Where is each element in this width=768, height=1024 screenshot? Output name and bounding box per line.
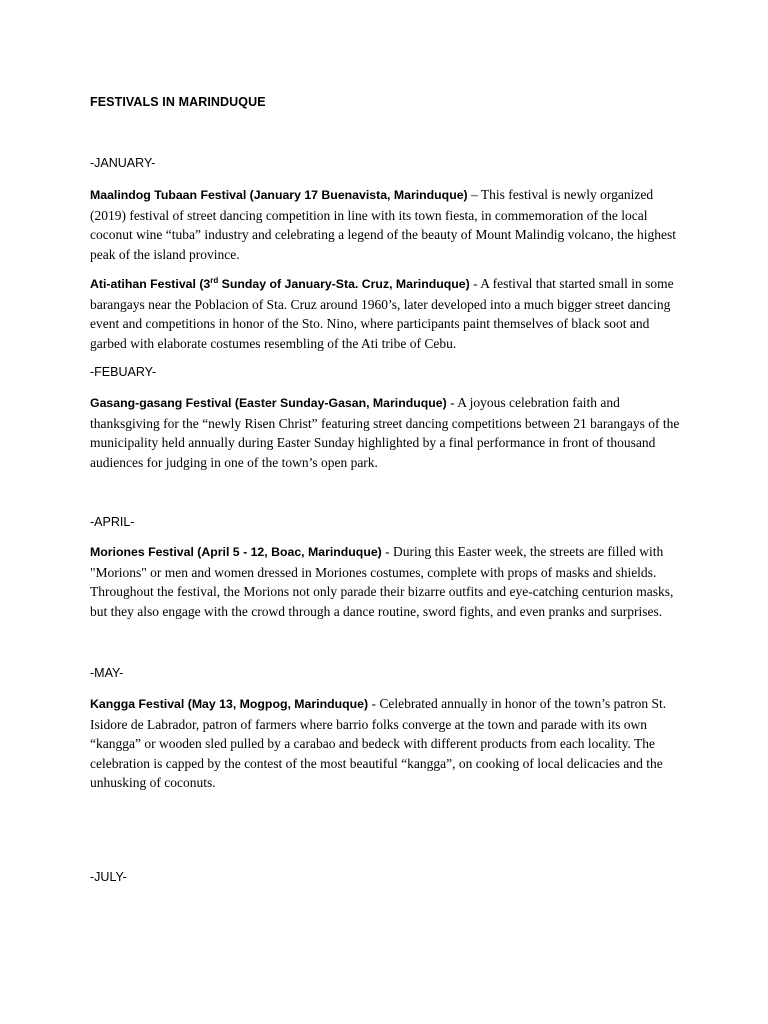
month-heading-april: -APRIL- [90,515,135,529]
festival-name [90,277,470,291]
month-heading-july: -JULY- [90,870,127,884]
festival-description: - A festival that started small in some barangays near the Poblacion of Sta. Cruz around 1960’s, later developed into a much bigger street dancing event and competitions in honor of the Sto. Nino, where participants paint themselves of black soot and garbed with elaborate costumes resembling of the Ati tribe of Cebu. [90,276,674,351]
month-heading-february: -FEBUARY- [90,365,156,379]
festival-name: Maalindog Tubaan Festival (January 17 Buenavista, Marinduque) [90,188,468,202]
festival-ati-atihan [90,274,685,353]
festival-name-prefix: Ati-atihan Festival (3 [90,277,211,291]
festival-description: – This festival is newly organized (2019) festival of street dancing competition in line with its town fiesta, in commemoration of the local coconut wine “tuba” industry and celebrating a legend of the beauty of Mount Malindig volcano, the highest peak of the island province. [90,187,676,262]
festival-name: Moriones Festival (April 5 - 12, Boac, Marinduque) [90,545,382,559]
festival-gasang-gasang [90,393,685,472]
festival-name: Gasang-gasang Festival (Easter Sunday-Gasan, Marinduque) [90,396,447,410]
festival-name-suffix: Sunday of January-Sta. Cruz, Marinduque) [218,277,470,291]
month-heading-may: -MAY- [90,666,124,680]
festival-kangga [90,694,685,793]
ordinal-suffix: rd [210,275,219,285]
festival-maalindog [90,185,685,264]
festival-description: - A joyous celebration faith and thanksgiving for the “newly Risen Christ” featuring street dancing competitions between 21 barangays of the municipality held annually during Easter Sunday highlighted by a final performance in front of thousand audiences for judging in one of the town’s open park. [90,395,680,470]
festival-moriones [90,542,685,621]
festival-description: - Celebrated annually in honor of the town’s patron St. Isidore de Labrador, patron of farmers where barrio folks converge at the town and parade with its own “kangga” or wooden sled pulled by a carabao and bedeck with different products from each locality. The celebration is capped by the contest of the most beautiful “kangga”, on cooking of local delicacies and the unhusking of coconuts. [90,696,667,791]
festival-name: Kangga Festival (May 13, Mogpog, Marinduque) [90,697,369,711]
page-title: FESTIVALS IN MARINDUQUE [90,95,266,109]
festival-description: - During this Easter week, the streets are filled with "Morions" or men and women dressed in Moriones costumes, complete with props of masks and shields. Throughout the festival, the Morions not only parade their bizarre outfits and eye-catching centurion masks, but they also engage with the crowd through a dance routine, sword fights, and even pranks and surprises. [90,544,674,619]
month-heading-january: -JANUARY- [90,156,156,170]
